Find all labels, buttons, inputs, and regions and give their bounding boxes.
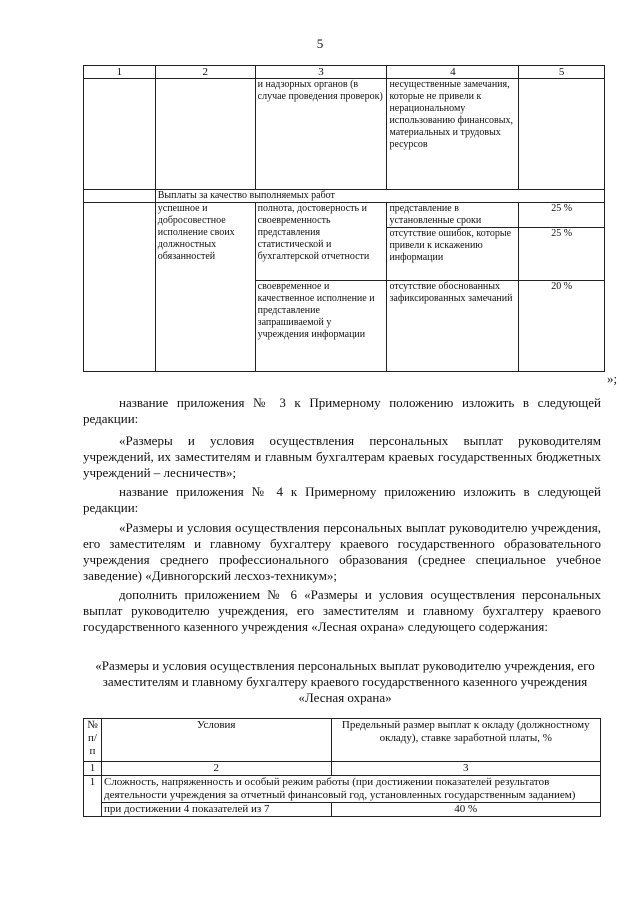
header-cell: 2	[155, 66, 255, 79]
indicator-cell: и надзорных органов (в случае проведения проверок)	[255, 79, 387, 190]
value-cell: 25 %	[519, 228, 605, 281]
paragraph: «Размеры и условия осуществления персональных выплат руководителю учреждения, его заместителям и главному бухгалтеру краевого государственного образовательного учреждения среднего профессионального образования (среднее специальное учебное заведение) «Дивногорский лесхоз-техникум»;	[83, 520, 601, 583]
header-cell: 3	[331, 762, 600, 776]
indicator-cell: своевременное и качественное исполнение и представление запрашиваемой у учреждения информации	[255, 281, 387, 372]
header-cell: 2	[101, 762, 331, 776]
header-cell: 5	[519, 66, 605, 79]
paragraph: название приложения № 3 к Примерному положению изложить в следующей редакции:	[83, 395, 601, 426]
value-cell: 40 %	[331, 803, 600, 817]
header-cell: Предельный размер выплат к окладу (должностному окладу), ставке заработной платы, %	[331, 719, 600, 762]
header-cell: 4	[387, 66, 519, 79]
condition-title: Сложность, напряженность и особый режим работы (при достижении показателей результатов деятельности учреждения за отчетный финансовый год, установленных государственным заданием)	[101, 776, 600, 803]
criterion-cell: представление в установленные сроки	[387, 203, 519, 228]
numbering-row	[84, 762, 601, 776]
table-header-row	[84, 66, 605, 79]
table-row	[84, 803, 601, 817]
header-cell: 1	[84, 762, 102, 776]
header-cell: 1	[84, 66, 156, 79]
appendix-6-table	[83, 718, 601, 817]
appendix-title: «Размеры и условия осуществления персональных выплат руководителю учреждения, его заместителям и главному бухгалтеру краевого государственного казенного учреждения «Лесная охрана»	[95, 658, 595, 705]
header-cell: Условия	[101, 719, 331, 762]
criterion-cell: несущественные замечания, которые не привели к нерациональному использованию финансовых, материальных и трудовых ресурсов	[387, 79, 519, 190]
table-row	[84, 79, 605, 190]
indicator-cell: полнота, достоверность и своевременность представления статистической и бухгалтерской отчетности	[255, 203, 387, 281]
closing-quote: »;	[607, 371, 618, 386]
condition-cell: успешное и добросовестное исполнение своих должностных обязанностей	[155, 203, 255, 372]
value-cell: 20 %	[519, 281, 605, 372]
header-cell: № п/п	[84, 719, 102, 762]
paragraph: дополнить приложением № 6 «Размеры и условия осуществления персональных выплат руководителю учреждения, его заместителям и главному бухгалтеру краевого государственного казенного учреждения «Лесная охрана» следующего содержания:	[83, 587, 601, 634]
sub-condition: при достижении 4 показателей из 7	[101, 803, 331, 817]
section-row	[84, 190, 605, 203]
criterion-cell: отсутствие ошибок, которые привели к искажению информации	[387, 228, 519, 281]
header-cell: 3	[255, 66, 387, 79]
page-number: 5	[316, 36, 324, 51]
section-title: Выплаты за качество выполняемых работ	[155, 190, 604, 203]
value-cell: 25 %	[519, 203, 605, 228]
paragraph: «Размеры и условия осуществления персональных выплат руководителям учреждений, их заместителям и главным бухгалтерам краевых государственных бюджетных учреждений – лесничеств»;	[83, 433, 601, 480]
criterion-cell: отсутствие обоснованных зафиксированных замечаний	[387, 281, 519, 372]
row-number: 1	[84, 776, 102, 817]
table-header-row	[84, 719, 601, 762]
payments-table-continuation	[83, 65, 605, 372]
table-row	[84, 776, 601, 803]
table-row	[84, 203, 605, 228]
paragraph: название приложения № 4 к Примерному приложению изложить в следующей редакции:	[83, 484, 601, 515]
